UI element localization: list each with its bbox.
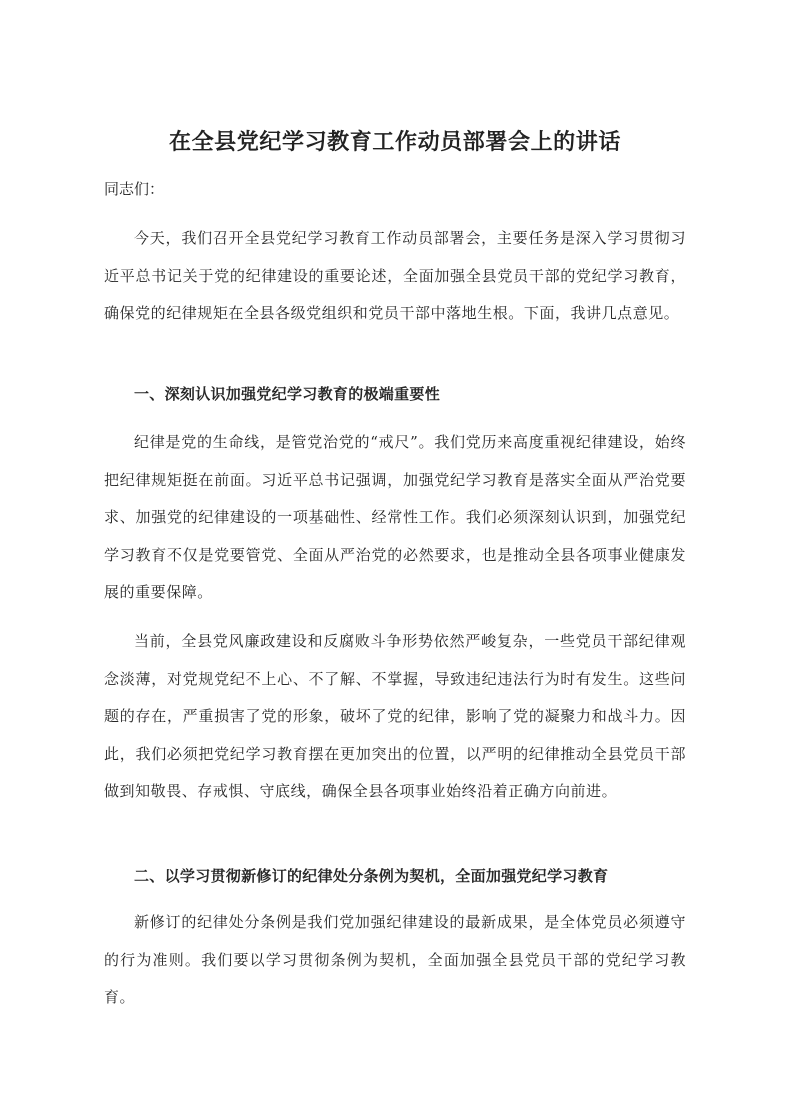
paragraph-regulations: 新修订的纪律处分条例是我们党加强纪律建设的最新成果，是全体党员必须遵守的行为准则。我们要以学习贯彻条例为契机，全面加强全县党员干部的党纪学习教育。	[104, 913, 686, 1006]
section-heading-2: 二、以学习贯彻新修订的纪律处分条例为契机，全面加强党纪学习教育	[134, 867, 609, 885]
document-title: 在全县党纪学习教育工作动员部署会上的讲话	[168, 129, 621, 155]
paragraph-intro: 今天，我们召开全县党纪学习教育工作动员部署会，主要任务是深入学习贯彻习近平总书记关于党的纪律建设的重要论述，全面加强全县党员干部的党纪学习教育，确保党的纪律规矩在全县各级党组织和党员干部中落地生根。下面，我讲几点意见。	[104, 229, 686, 322]
paragraph-discipline-lifeline: 纪律是党的生命线，是管党治党的“戒尺”。我们党历来高度重视纪律建设，始终把纪律规矩挺在前面。习近平总书记强调，加强党纪学习教育是落实全面从严治党要求、加强党的纪律建设的一项基础性、经常性工作。我们必须深刻认识到，加强党纪学习教育不仅是党要管党、全面从严治党的必然要求，也是推动全县各项事业健康发展的重要保障。	[104, 433, 686, 601]
paragraph-current-situation: 当前，全县党风廉政建设和反腐败斗争形势依然严峻复杂，一些党员干部纪律观念淡薄，对党规党纪不上心、不了解、不掌握，导致违纪违法行为时有发生。这些问题的存在，严重损害了党的形象，破坏了党的纪律，影响了党的凝聚力和战斗力。因此，我们必须把党纪学习教育摆在更加突出的位置，以严明的纪律推动全县党员干部做到知敬畏、存戒惧、守底线，确保全县各项事业始终沿着正确方向前进。	[104, 632, 686, 800]
section-heading-1: 一、深刻认识加强党纪学习教育的极端重要性	[134, 385, 441, 403]
salutation: 同志们：	[104, 180, 165, 198]
